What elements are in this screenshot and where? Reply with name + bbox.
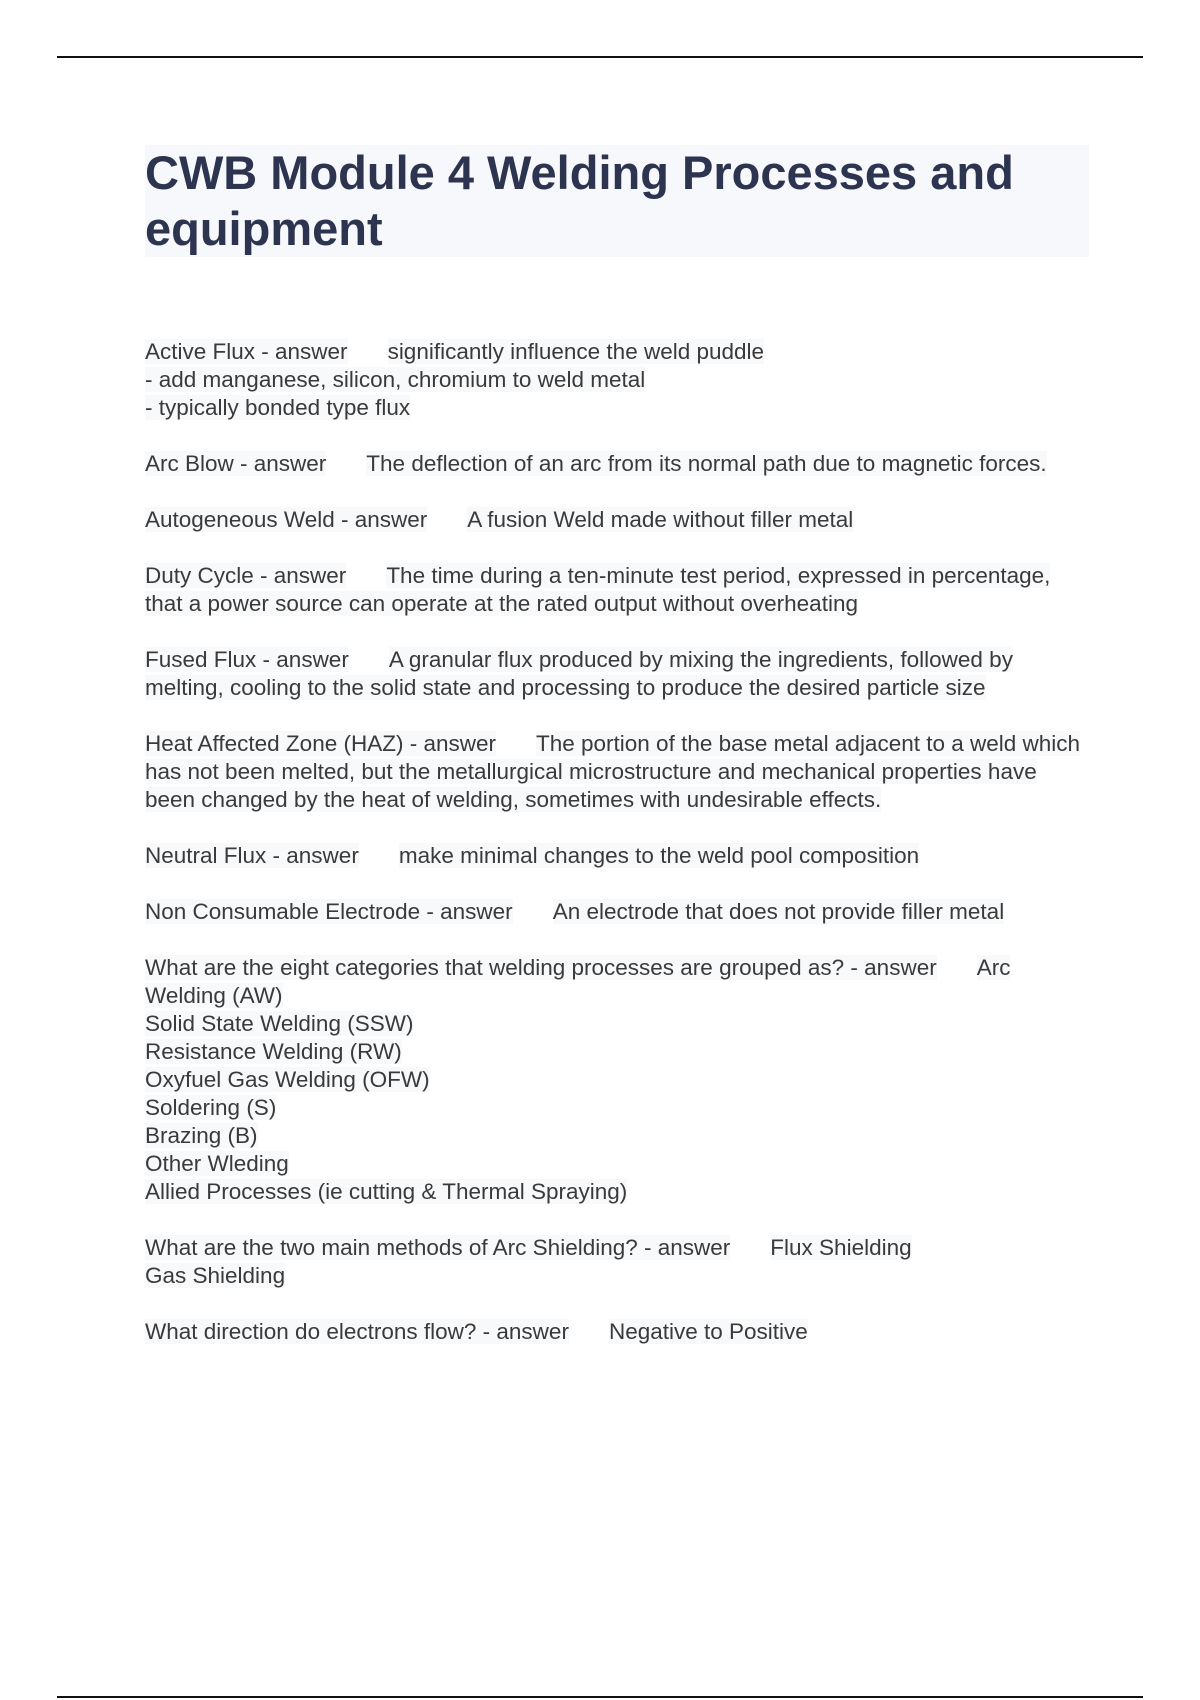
entry-term: Heat Affected Zone (HAZ) - answer [145, 731, 496, 756]
flashcard-entry [145, 450, 1085, 478]
entry-definition: An electrode that does not provide filler metal [552, 899, 1005, 924]
entry-term: What are the eight categories that welding processes are grouped as? - answer [145, 955, 937, 980]
entry-term: Non Consumable Electrode - answer [145, 899, 513, 924]
bottom-rule [57, 1696, 1143, 1698]
entry-term: What are the two main methods of Arc Shielding? - answer [145, 1235, 731, 1260]
flashcard-entry [145, 506, 1085, 534]
flashcard-entry [145, 730, 1085, 814]
entry-term: Active Flux - answer [145, 339, 348, 364]
entry-term: What direction do electrons flow? - answer [145, 1319, 569, 1344]
entry-definition: The deflection of an arc from its normal path due to magnetic forces. [366, 451, 1047, 476]
entry-term: Autogeneous Weld - answer [145, 507, 428, 532]
flashcard-entry [145, 1234, 1085, 1290]
entry-definition: Arc Welding (AW) Solid State Welding (SSW) Resistance Welding (RW) Oxyfuel Gas Welding (OFW) Soldering (S) Brazing (B) Other Wleding Allied Processes (ie cutting & Thermal Spraying) [145, 955, 1011, 1204]
entry-definition: Negative to Positive [608, 1319, 808, 1344]
flashcard-entry [145, 842, 1085, 870]
entry-definition: The portion of the base metal adjacent to a weld which has not been melted, but the metallurgical microstructure and mechanical properties have been changed by the heat of welding, sometimes with undesirable effects. [145, 731, 1081, 812]
entry-term: Neutral Flux - answer [145, 843, 359, 868]
top-rule [57, 56, 1143, 58]
entry-definition: Flux Shielding Gas Shielding [145, 1235, 912, 1288]
flashcard-entry [145, 898, 1085, 926]
entry-definition: significantly influence the weld puddle - add manganese, silicon, chromium to weld metal - typically bonded type flux [145, 339, 765, 420]
flashcard-entry [145, 1318, 1085, 1346]
entry-definition: make minimal changes to the weld pool composition [398, 843, 920, 868]
entry-definition: A granular flux produced by mixing the ingredients, followed by melting, cooling to the solid state and processing to produce the desired particle size [145, 647, 1013, 700]
flashcard-entry [145, 954, 1085, 1206]
entry-term: Arc Blow - answer [145, 451, 327, 476]
flashcard-entry [145, 562, 1085, 618]
document-title: CWB Module 4 Welding Processes and equipment [145, 146, 1014, 255]
entry-definition: A fusion Weld made without filler metal [467, 507, 854, 532]
flashcard-list [145, 338, 1085, 1374]
flashcard-entry [145, 646, 1085, 702]
entry-definition: The time during a ten-minute test period, expressed in percentage, that a power source can operate at the rated output without overheating [145, 563, 1051, 616]
entry-term: Duty Cycle - answer [145, 563, 347, 588]
flashcard-entry [145, 338, 1085, 422]
entry-term: Fused Flux - answer [145, 647, 349, 672]
